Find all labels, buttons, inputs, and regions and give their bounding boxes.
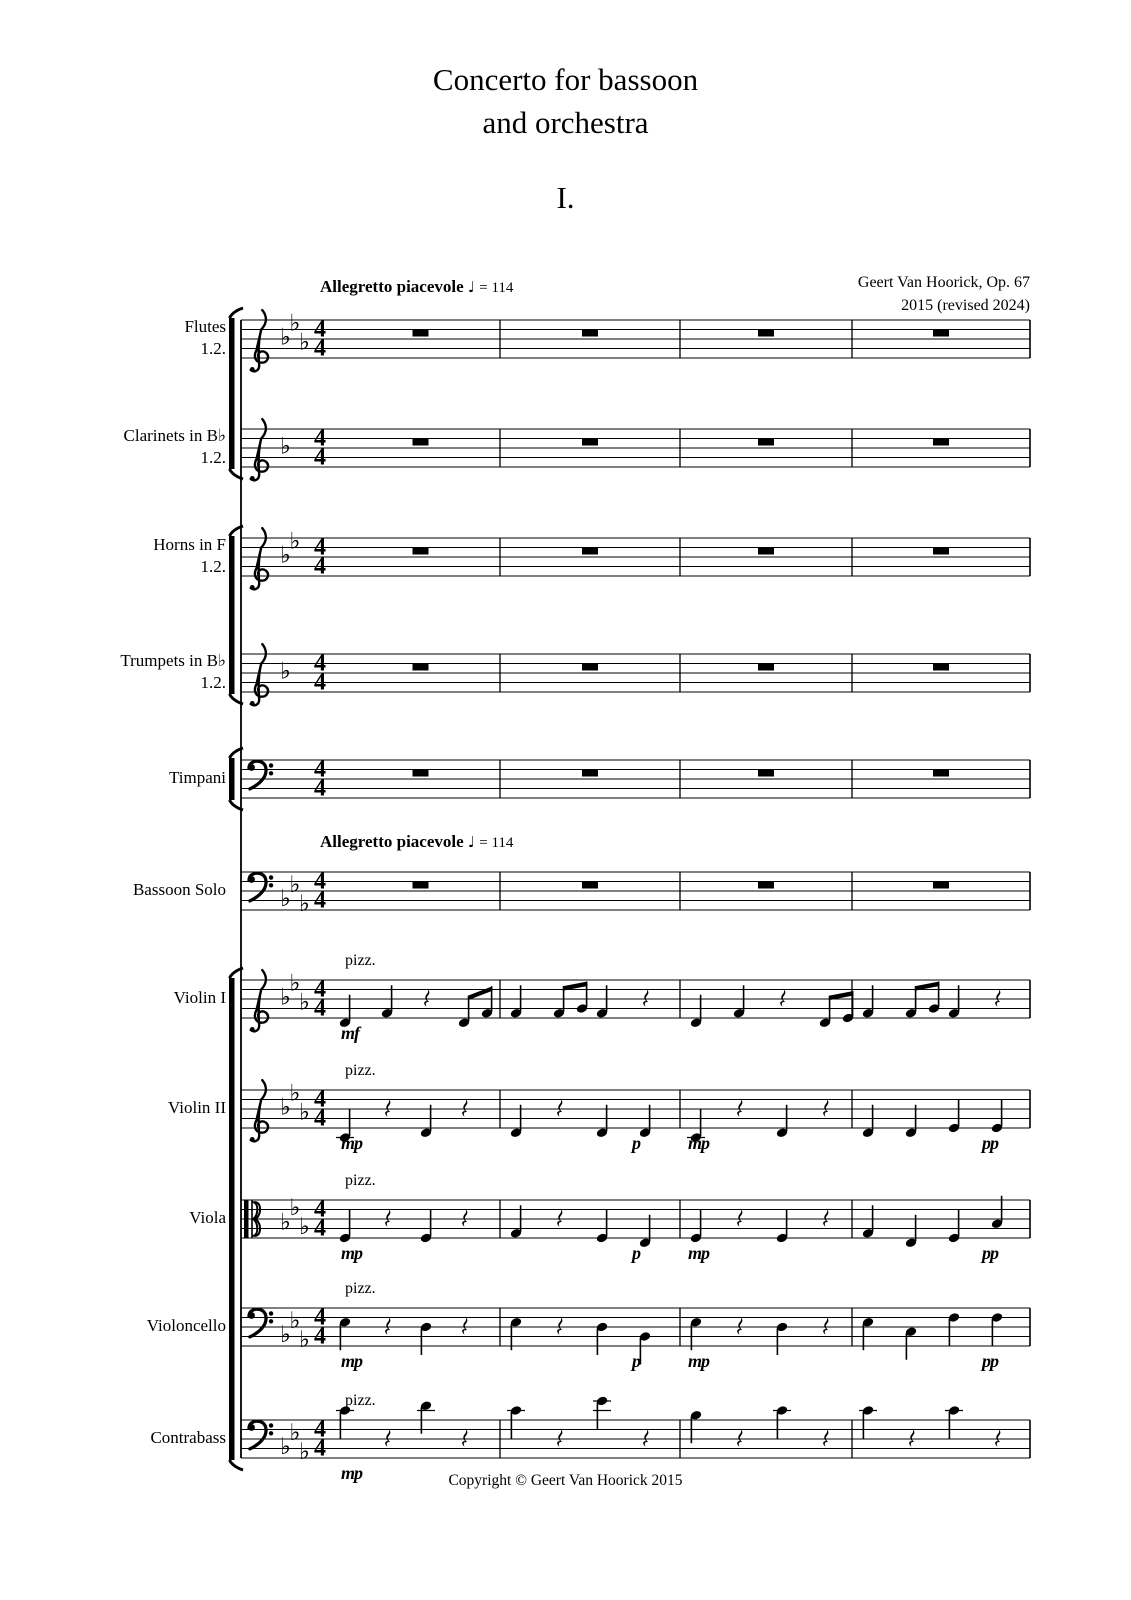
flat-sign: ♭ xyxy=(280,324,291,351)
treble-clef-icon xyxy=(250,644,268,706)
flat-sign: ♭ xyxy=(280,1322,291,1348)
whole-rest xyxy=(413,770,429,777)
instrument-name: Clarinets in B♭ xyxy=(123,426,226,445)
flat-sign: ♭ xyxy=(289,1195,301,1221)
pizz-marking: pizz. xyxy=(345,1392,376,1409)
time-signature-bottom: 4 xyxy=(314,669,326,696)
instrument-name: Trumpets in B♭ xyxy=(120,651,226,670)
quarter-rest xyxy=(780,988,785,1007)
instrument-label-timpani xyxy=(0,767,226,789)
time-signature-top: 4 xyxy=(314,534,326,561)
time-signature-top: 4 xyxy=(314,868,326,895)
time-signature-bottom: 4 xyxy=(314,887,326,914)
dynamic-marking: pp xyxy=(982,1243,998,1263)
time-signature-bottom: 4 xyxy=(314,553,326,580)
whole-rest xyxy=(933,882,949,889)
flat-sign: ♭ xyxy=(289,970,301,997)
quarter-rest xyxy=(557,1098,562,1117)
pizz-marking: pizz. xyxy=(345,1280,376,1297)
bass-clef-icon xyxy=(248,761,273,789)
time-signature-bottom: 4 xyxy=(314,1105,326,1132)
whole-rest xyxy=(933,548,949,555)
whole-rest xyxy=(413,330,429,337)
quarter-rest xyxy=(823,1098,828,1117)
time-signature-top: 4 xyxy=(314,1416,326,1443)
time-signature-top: 4 xyxy=(314,650,326,677)
quarter-rest xyxy=(643,988,648,1007)
tempo-bpm: = 114 xyxy=(479,835,514,851)
quarter-rest xyxy=(737,1316,742,1335)
time-signature-top: 4 xyxy=(314,756,326,783)
composer-name: Geert Van Hoorick, Op. 67 xyxy=(857,274,1030,291)
whole-rest xyxy=(758,770,774,777)
dynamic-marking: mp xyxy=(341,1351,363,1371)
dynamic-marking: mf xyxy=(341,1023,359,1043)
instrument-name: Viola xyxy=(189,1208,226,1227)
whole-rest xyxy=(582,548,598,555)
time-signature-bottom: 4 xyxy=(314,1215,326,1242)
treble-clef-icon xyxy=(250,419,268,481)
whole-rest xyxy=(582,664,598,671)
staff-trumpets xyxy=(241,644,1030,706)
whole-rest xyxy=(933,330,949,337)
instrument-part-numbers: 1.2. xyxy=(200,339,226,358)
whole-rest xyxy=(413,664,429,671)
instrument-part-numbers: 1.2. xyxy=(200,557,226,576)
quarter-rest xyxy=(385,1428,390,1447)
tempo-bpm: = 114 xyxy=(479,280,514,296)
treble-clef-icon xyxy=(250,310,268,372)
instrument-name: Violin II xyxy=(168,1098,226,1117)
tempo-text: Allegretto piacevole xyxy=(320,277,464,296)
treble-clef-icon xyxy=(250,970,268,1032)
dynamic-marking: mp xyxy=(688,1133,710,1153)
flat-sign: ♭ xyxy=(280,1434,291,1460)
flat-sign: ♭ xyxy=(289,310,301,337)
treble-clef-icon xyxy=(250,1080,268,1142)
instrument-label-viola xyxy=(0,1207,226,1229)
quarter-rest xyxy=(823,1428,828,1447)
piece-title-line1: Concerto for bassoon xyxy=(432,62,699,97)
instrument-label-horns xyxy=(0,534,226,578)
bass-clef-icon xyxy=(248,873,273,901)
flat-sign: ♭ xyxy=(299,329,310,356)
quarter-note-icon: ♩ xyxy=(467,278,475,296)
time-signature-top: 4 xyxy=(314,1196,326,1223)
quarter-note-icon: ♩ xyxy=(467,833,475,851)
bass-clef-icon xyxy=(248,1421,273,1449)
time-signature-bottom: 4 xyxy=(314,995,326,1022)
dynamic-marking: mp xyxy=(341,1133,363,1153)
instrument-label-violin2 xyxy=(0,1097,226,1119)
instrument-name: Violoncello xyxy=(146,1316,226,1335)
flat-sign: ♭ xyxy=(280,886,291,912)
whole-rest xyxy=(758,548,774,555)
instrument-label-violin1 xyxy=(0,987,226,1009)
instrument-name: Contrabass xyxy=(150,1428,226,1447)
dynamic-marking: mp xyxy=(341,1463,363,1483)
whole-rest xyxy=(582,770,598,777)
whole-rest xyxy=(413,439,429,446)
quarter-rest xyxy=(823,1316,828,1335)
whole-rest xyxy=(413,882,429,889)
quarter-rest xyxy=(737,1208,742,1227)
copyright: Copyright © Geert Van Hoorick 2015 xyxy=(448,1472,683,1489)
flat-sign: ♭ xyxy=(280,1094,291,1121)
quarter-rest xyxy=(462,1316,467,1335)
dynamic-marking: p xyxy=(632,1351,640,1371)
instrument-label-trumpets xyxy=(0,650,226,694)
quarter-rest xyxy=(995,988,1000,1007)
staff-timpani xyxy=(241,757,1030,802)
instrument-label-cello xyxy=(0,1315,226,1337)
time-signature-bottom: 4 xyxy=(314,775,326,802)
staff-viola xyxy=(241,1195,1030,1248)
whole-rest xyxy=(933,439,949,446)
whole-rest xyxy=(413,548,429,555)
quarter-rest xyxy=(385,1208,390,1227)
time-signature-bottom: 4 xyxy=(314,444,326,471)
quarter-rest xyxy=(424,988,429,1007)
quarter-rest xyxy=(385,1098,390,1117)
instrument-label-flutes xyxy=(0,316,226,360)
staff-bassoon xyxy=(241,869,1030,917)
movement-number: I. xyxy=(556,180,575,215)
staff-flutes xyxy=(241,310,1030,372)
quarter-rest xyxy=(557,1316,562,1335)
flat-sign: ♭ xyxy=(280,542,291,569)
quarter-rest xyxy=(462,1208,467,1227)
flat-sign: ♭ xyxy=(280,658,291,685)
whole-rest xyxy=(582,882,598,889)
composition-year: 2015 (revised 2024) xyxy=(901,297,1030,314)
whole-rest xyxy=(582,330,598,337)
flat-sign: ♭ xyxy=(299,1099,310,1126)
dynamic-marking: pp xyxy=(982,1133,998,1153)
dynamic-marking: p xyxy=(632,1133,640,1153)
dynamic-marking: pp xyxy=(982,1351,998,1371)
quarter-rest xyxy=(909,1428,914,1447)
quarter-rest xyxy=(385,1316,390,1335)
whole-rest xyxy=(758,439,774,446)
time-signature-top: 4 xyxy=(314,316,326,343)
staff-horns xyxy=(241,528,1030,590)
time-signature-bottom: 4 xyxy=(314,1323,326,1350)
piece-title-line2: and orchestra xyxy=(482,105,649,140)
flat-sign: ♭ xyxy=(299,1326,310,1353)
quarter-rest xyxy=(462,1428,467,1447)
flat-sign: ♭ xyxy=(289,1419,301,1446)
pizz-marking: pizz. xyxy=(345,952,376,969)
whole-rest xyxy=(933,664,949,671)
treble-clef-icon xyxy=(250,528,268,590)
quarter-rest xyxy=(557,1428,562,1447)
pizz-marking: pizz. xyxy=(345,1062,376,1079)
flat-sign: ♭ xyxy=(289,871,301,898)
flat-sign: ♭ xyxy=(280,433,291,460)
quarter-rest xyxy=(995,1428,1000,1447)
staff-violin1 xyxy=(241,970,1030,1032)
flat-sign: ♭ xyxy=(289,1080,301,1107)
flat-sign: ♭ xyxy=(289,1307,301,1334)
dynamic-marking: mp xyxy=(688,1351,710,1371)
quarter-rest xyxy=(737,1098,742,1117)
instrument-label-contrabass xyxy=(0,1427,226,1449)
whole-rest xyxy=(582,439,598,446)
quarter-rest xyxy=(643,1428,648,1447)
instrument-name: Bassoon Solo xyxy=(132,880,226,899)
tempo-text: Allegretto piacevole xyxy=(320,832,464,851)
time-signature-bottom: 4 xyxy=(314,1435,326,1462)
flat-sign: ♭ xyxy=(299,1438,310,1465)
instrument-name: Violin I xyxy=(173,988,226,1007)
time-signature-bottom: 4 xyxy=(314,335,326,362)
instrument-part-numbers: 1.2. xyxy=(200,673,226,692)
whole-rest xyxy=(758,330,774,337)
instrument-name: Timpani xyxy=(168,768,226,787)
whole-rest xyxy=(758,664,774,671)
flat-sign: ♭ xyxy=(299,890,310,917)
flat-sign: ♭ xyxy=(289,528,301,555)
quarter-rest xyxy=(823,1208,828,1227)
quarter-rest xyxy=(557,1208,562,1227)
dynamic-marking: mp xyxy=(341,1243,363,1263)
flat-sign: ♭ xyxy=(280,984,291,1011)
whole-rest xyxy=(933,770,949,777)
beam xyxy=(468,986,493,1000)
whole-rest xyxy=(758,882,774,889)
time-signature-top: 4 xyxy=(314,425,326,452)
dynamic-marking: mp xyxy=(688,1243,710,1263)
instrument-label-bassoon xyxy=(0,879,226,901)
flat-sign: ♭ xyxy=(299,1214,310,1240)
quarter-rest xyxy=(462,1098,467,1117)
dynamic-marking: p xyxy=(632,1243,640,1263)
instrument-name: Horns in F xyxy=(153,535,226,554)
staff-clarinets xyxy=(241,419,1030,481)
pizz-marking: pizz. xyxy=(345,1172,376,1189)
flat-sign: ♭ xyxy=(280,1209,291,1236)
time-signature-top: 4 xyxy=(314,976,326,1003)
instrument-part-numbers: 1.2. xyxy=(200,448,226,467)
time-signature-top: 4 xyxy=(314,1304,326,1331)
bass-clef-icon xyxy=(248,1309,273,1337)
quarter-rest xyxy=(737,1428,742,1447)
instrument-label-clarinets xyxy=(0,425,226,469)
time-signature-top: 4 xyxy=(314,1086,326,1113)
flat-sign: ♭ xyxy=(299,989,310,1016)
instrument-name: Flutes xyxy=(184,317,226,336)
